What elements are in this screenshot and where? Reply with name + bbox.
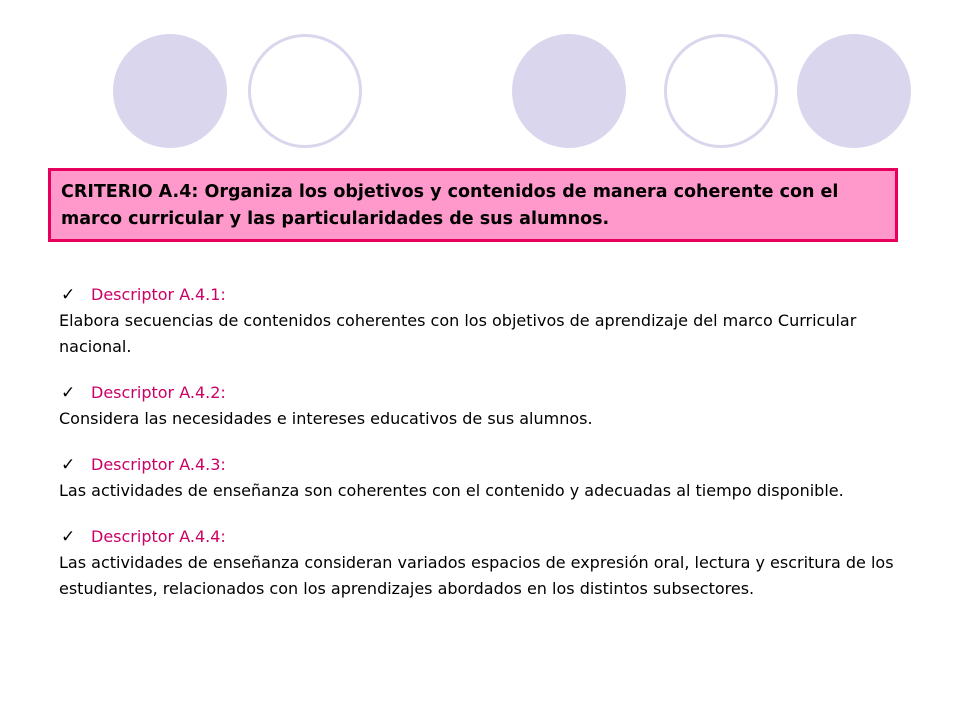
descriptor-label: Descriptor A.4.3: <box>91 455 226 474</box>
checkmark-icon: ✓ <box>61 285 76 305</box>
descriptor-header <box>59 452 919 478</box>
descriptor-label: Descriptor A.4.2: <box>91 383 226 402</box>
decorative-circle-3 <box>512 34 626 148</box>
descriptor-text: Las actividades de enseñanza consideran variados espacios de expresión oral, lectura y escritura de los estudiantes, relacionados con los aprendizajes abordados en los distintos subsectores. <box>59 553 894 598</box>
criterio-title: CRITERIO A.4: Organiza los objetivos y contenidos de manera coherente con el marco curricular y las particularidades de sus alumnos. <box>61 182 839 229</box>
descriptor-item <box>59 452 919 504</box>
decorative-circle-4 <box>664 34 778 148</box>
checkmark-icon: ✓ <box>61 383 76 403</box>
descriptor-list <box>59 282 919 622</box>
descriptor-header <box>59 380 919 406</box>
descriptor-header <box>59 524 919 550</box>
checkmark-icon: ✓ <box>61 455 76 475</box>
checkmark-icon: ✓ <box>61 527 76 547</box>
descriptor-item <box>59 524 919 602</box>
descriptor-label: Descriptor A.4.4: <box>91 527 226 546</box>
decorative-circle-2 <box>248 34 362 148</box>
decorative-circle-1 <box>113 34 227 148</box>
descriptor-label: Descriptor A.4.1: <box>91 285 226 304</box>
descriptor-header <box>59 282 919 308</box>
decorative-circle-5 <box>797 34 911 148</box>
descriptor-text: Elabora secuencias de contenidos coherentes con los objetivos de aprendizaje del marco Curricular nacional. <box>59 311 857 356</box>
criterio-title-box <box>48 168 898 242</box>
descriptor-text: Considera las necesidades e intereses educativos de sus alumnos. <box>59 409 593 428</box>
descriptor-item <box>59 282 919 360</box>
descriptor-item <box>59 380 919 432</box>
descriptor-text: Las actividades de enseñanza son coherentes con el contenido y adecuadas al tiempo disponible. <box>59 481 844 500</box>
